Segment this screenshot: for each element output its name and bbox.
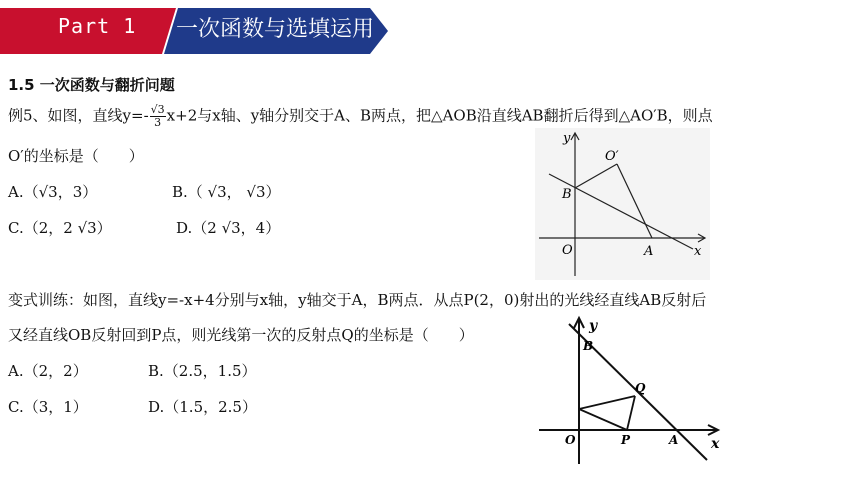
- variant-option-a: A.（2，2）: [8, 362, 88, 380]
- variant-line-2: 又经直线OB反射回到P点，则光线第一次的反射点Q的坐标是（ ）: [8, 326, 474, 344]
- figure-2-q-label: Q: [635, 381, 646, 395]
- example-line-1-suffix: x+2与x轴、y轴分别交于A、B两点，把△AOB沿直线AB翻折后得到△AO′B，则点: [166, 106, 713, 125]
- header-title: 一次函数与选填运用: [176, 17, 375, 42]
- example-option-d: D.（2 √3，4）: [176, 219, 281, 237]
- figure-2-segment-oy-to-p: [579, 409, 627, 430]
- part-label: Part 1: [58, 14, 137, 38]
- figure-2-segment-pq: [627, 396, 635, 430]
- header-banner: [0, 0, 400, 56]
- figure-2-o-label: O: [565, 433, 576, 447]
- example-option-a: A.（√3，3）: [8, 183, 98, 201]
- variant-line-1: 变式训练：如图，直线y=-x+4分别与x轴，y轴交于A，B两点．从点P(2，0)射出的光线经直线AB反射后: [8, 291, 707, 309]
- fraction-numerator: √3: [150, 103, 165, 116]
- figure-2-b-label: B: [583, 339, 594, 353]
- variant-option-c: C.（3，1）: [8, 398, 88, 416]
- figure-1-o-label: O: [562, 243, 573, 258]
- example-option-c: C.（2，2 √3）: [8, 219, 112, 237]
- example-line-1: [8, 104, 713, 129]
- fraction-sqrt3-over-3: [150, 104, 166, 129]
- figure-1-y-label: y: [563, 131, 571, 146]
- figure-2-segment-q-to-oy: [579, 396, 635, 409]
- figure-2-p-label: P: [621, 433, 631, 447]
- figure-1-x-label: x: [694, 244, 702, 259]
- example-line-2: O′的坐标是（ ）: [8, 147, 144, 165]
- figure-2-reflection-diagram: [535, 312, 725, 470]
- figure-2-a-label: A: [669, 433, 679, 447]
- example-option-b: B.（ √3， √3）: [172, 183, 281, 201]
- figure-1-o-prime-label: O′: [605, 149, 619, 164]
- section-title: 1.5 一次函数与翻折问题: [8, 76, 175, 94]
- variant-option-b: B.（2.5，1.5）: [148, 362, 257, 380]
- figure-1-b-label: B: [562, 187, 572, 202]
- variant-option-d: D.（1.5，2.5）: [148, 398, 257, 416]
- figure-2-y-label: y: [589, 318, 598, 334]
- fraction-denominator: 3: [154, 116, 162, 129]
- figure-2-x-label: x: [711, 436, 720, 452]
- figure-1-fold-diagram: [535, 128, 710, 280]
- figure-1-a-label: A: [644, 244, 654, 259]
- example-line-1-prefix: 例5、如图，直线y=-: [8, 106, 149, 125]
